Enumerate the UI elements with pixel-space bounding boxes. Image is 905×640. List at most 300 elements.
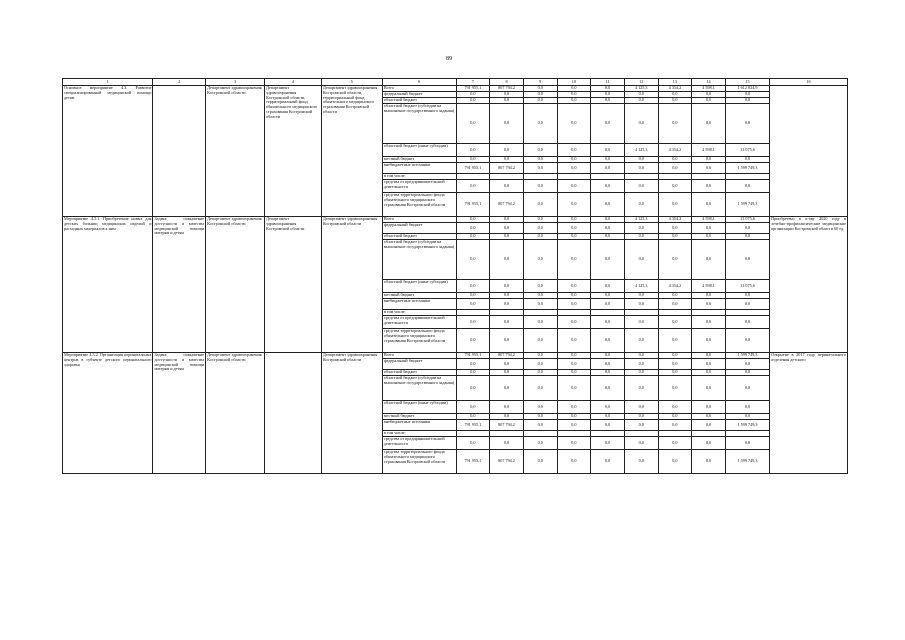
value-cell: 807 794,2 — [490, 163, 524, 174]
value-cell: 0,0 — [725, 329, 769, 353]
header-cell: 4 — [265, 79, 322, 86]
header-cell: 11 — [591, 79, 625, 86]
measure-name-cell: Мероприятие 4.3.1. Приобретение новых для детских больниц медицинских изделий и расходных материалов к ним — [63, 217, 153, 353]
value-cell: 0,0 — [523, 450, 557, 474]
value-cell: 0,0 — [725, 180, 769, 193]
source-cell: средства от предпринимательской деятельности — [382, 437, 456, 450]
header-cell: 7 — [456, 79, 490, 86]
value-cell: 0,0 — [557, 157, 591, 163]
value-cell: 0,0 — [624, 234, 658, 240]
header-cell: 16 — [770, 79, 848, 86]
value-cell: 0,0 — [523, 240, 557, 280]
value-cell: 4 598,1 — [692, 144, 726, 157]
value-cell: 0,0 — [624, 98, 658, 104]
coexecutor-cell: - — [265, 353, 322, 474]
value-cell: 0,0 — [624, 401, 658, 414]
value-cell: 4 598,1 — [692, 280, 726, 293]
value-cell: 0,0 — [624, 376, 658, 401]
value-cell: 0,0 — [658, 437, 692, 450]
value-cell: 791 955,1 — [456, 450, 490, 474]
value-cell: 0,0 — [456, 359, 490, 370]
value-cell: 0,0 — [692, 92, 726, 98]
value-cell: 0,0 — [557, 437, 591, 450]
value-cell: 4 598,1 — [692, 86, 726, 92]
value-cell: 0,0 — [658, 359, 692, 370]
value-cell: 0,0 — [557, 86, 591, 92]
header-cell: 15 — [725, 79, 769, 86]
value-cell: 0,0 — [523, 353, 557, 359]
value-cell: 0,0 — [692, 359, 726, 370]
value-cell: 0,0 — [557, 414, 591, 420]
source-cell: областной бюджет — [382, 98, 456, 104]
value-cell: 791 955,1 — [456, 86, 490, 92]
value-cell: 0,0 — [658, 316, 692, 329]
value-cell: 791 955,1 — [456, 353, 490, 359]
value-cell: 0,0 — [692, 299, 726, 310]
value-cell: 0,0 — [557, 234, 591, 240]
value-cell: 0,0 — [557, 359, 591, 370]
executor-cell: Департамент здравоохранения Костромской области — [206, 217, 265, 353]
value-cell: 1 599 749,3 — [725, 450, 769, 474]
header-cell: 2 — [153, 79, 206, 86]
value-cell: 13 075,6 — [725, 217, 769, 223]
value-cell: 0,0 — [624, 223, 658, 234]
value-cell: 0,0 — [523, 223, 557, 234]
value-cell: 0,0 — [523, 280, 557, 293]
value-cell: 0,0 — [725, 316, 769, 329]
value-cell: 0,0 — [490, 401, 524, 414]
value-cell: 0,0 — [591, 329, 625, 353]
value-cell: 0,0 — [658, 376, 692, 401]
value-cell: 4 125,3 — [624, 280, 658, 293]
value-cell: 0,0 — [725, 414, 769, 420]
value-cell: 0,0 — [456, 240, 490, 280]
value-cell: 0,0 — [624, 316, 658, 329]
value-cell: 0,0 — [490, 316, 524, 329]
value-cell: 0,0 — [692, 316, 726, 329]
value-cell: 0,0 — [591, 193, 625, 217]
value-cell: 0,0 — [591, 92, 625, 98]
value-cell: 0,0 — [490, 144, 524, 157]
recipient-cell: Департамент здравоохранения Костромской области, территориальный фонд обязательного медицинского страхования Костромской области — [321, 86, 382, 217]
value-cell: 0,0 — [456, 223, 490, 234]
header-cell: 10 — [557, 79, 591, 86]
value-cell: 0,0 — [456, 180, 490, 193]
recipient-cell: Департамент здравоохранения Костромской области — [321, 217, 382, 353]
value-cell: 0,0 — [490, 157, 524, 163]
value-cell: 0,0 — [523, 86, 557, 92]
value-cell: 0,0 — [658, 104, 692, 144]
value-cell: 0,0 — [692, 104, 726, 144]
value-cell: 0,0 — [658, 234, 692, 240]
value-cell: 0,0 — [725, 234, 769, 240]
value-cell: 0,0 — [591, 157, 625, 163]
value-cell: 0,0 — [692, 157, 726, 163]
value-cell: 0,0 — [456, 329, 490, 353]
value-cell: 0,0 — [557, 223, 591, 234]
value-cell: 4 354,2 — [658, 144, 692, 157]
value-cell: 0,0 — [523, 144, 557, 157]
value-cell: 4 354,2 — [658, 217, 692, 223]
value-cell: 0,0 — [658, 353, 692, 359]
value-cell: 0,0 — [523, 420, 557, 431]
source-cell: местный бюджет — [382, 293, 456, 299]
value-cell: 4 354,2 — [658, 280, 692, 293]
value-cell: 807 794,2 — [490, 450, 524, 474]
header-cell: 3 — [206, 79, 265, 86]
value-cell: 0,0 — [557, 353, 591, 359]
value-cell: 0,0 — [456, 234, 490, 240]
value-cell: 0,0 — [658, 157, 692, 163]
value-cell: 0,0 — [658, 223, 692, 234]
value-cell: 791 955,1 — [456, 420, 490, 431]
measure-name-cell: Основное мероприятие 4.3. Развитие специализированной медицинской помощи детям — [63, 86, 153, 217]
value-cell: 0,0 — [591, 437, 625, 450]
program-table — [62, 78, 848, 474]
executor-cell: Департамент здравоохранения Костромской области — [206, 86, 265, 217]
value-cell: 0,0 — [692, 376, 726, 401]
value-cell: 0,0 — [591, 280, 625, 293]
value-cell: 0,0 — [490, 104, 524, 144]
source-cell: внебюджетные источники — [382, 163, 456, 174]
value-cell: 0,0 — [692, 98, 726, 104]
value-cell: 0,0 — [624, 180, 658, 193]
source-cell: средства территориального фонда обязательного медицинского страхования Костромской области — [382, 450, 456, 474]
source-cell: местный бюджет — [382, 157, 456, 163]
value-cell: 0,0 — [692, 370, 726, 376]
value-cell: 0,0 — [523, 104, 557, 144]
value-cell: 0,0 — [490, 280, 524, 293]
value-cell: 0,0 — [692, 414, 726, 420]
value-cell: 0,0 — [490, 359, 524, 370]
value-cell: 0,0 — [456, 92, 490, 98]
value-cell: 0,0 — [557, 92, 591, 98]
task-cell: Задача: повышение доступности и качества медицинской помощи матерям и детям — [153, 353, 206, 474]
page-number: 89 — [446, 56, 452, 62]
value-cell: 0,0 — [725, 104, 769, 144]
value-cell: 0,0 — [523, 370, 557, 376]
value-cell: 0,0 — [624, 299, 658, 310]
value-cell: 0,0 — [557, 193, 591, 217]
value-cell: 0,0 — [624, 437, 658, 450]
result-cell — [770, 86, 848, 217]
value-cell: 0,0 — [591, 370, 625, 376]
header-cell: 13 — [658, 79, 692, 86]
value-cell: 0,0 — [456, 144, 490, 157]
value-cell: 0,0 — [591, 240, 625, 280]
value-cell: 0,0 — [624, 450, 658, 474]
value-cell: 0,0 — [591, 353, 625, 359]
value-cell: 807 794,2 — [490, 420, 524, 431]
header-cell: 14 — [692, 79, 726, 86]
value-cell: 0,0 — [591, 180, 625, 193]
task-cell — [153, 86, 206, 217]
source-cell: в том числе: — [382, 174, 456, 180]
value-cell: 0,0 — [692, 353, 726, 359]
value-cell: 1 599 749,3 — [725, 163, 769, 174]
value-cell: 0,0 — [456, 437, 490, 450]
value-cell: 0,0 — [725, 401, 769, 414]
value-cell: 0,0 — [725, 359, 769, 370]
value-cell: 0,0 — [557, 163, 591, 174]
value-cell: 0,0 — [490, 376, 524, 401]
value-cell: 0,0 — [523, 437, 557, 450]
source-cell: средства территориального фонда обязательного медицинского страхования Костромской области — [382, 329, 456, 353]
value-cell: 0,0 — [557, 370, 591, 376]
value-cell: 0,0 — [490, 329, 524, 353]
header-cell: 5 — [321, 79, 382, 86]
source-cell: областной бюджет — [382, 234, 456, 240]
value-cell: 0,0 — [591, 163, 625, 174]
source-cell: местный бюджет — [382, 414, 456, 420]
source-cell: областной бюджет (субсидии на выполнение государственного задания) — [382, 240, 456, 280]
value-cell: 0,0 — [557, 420, 591, 431]
source-cell: областной бюджет (иные субсидии) — [382, 144, 456, 157]
result-cell: Открытие в 2017 году перинатального отделения детского — [770, 353, 848, 474]
value-cell: 0,0 — [692, 234, 726, 240]
source-cell: федеральный бюджет — [382, 92, 456, 98]
value-cell: 0,0 — [523, 401, 557, 414]
source-cell: областной бюджет (иные субсидии) — [382, 280, 456, 293]
value-cell: 0,0 — [658, 293, 692, 299]
value-cell: 0,0 — [658, 163, 692, 174]
value-cell: 0,0 — [490, 223, 524, 234]
value-cell: 0,0 — [725, 92, 769, 98]
value-cell: 0,0 — [456, 376, 490, 401]
value-cell: 0,0 — [523, 157, 557, 163]
value-cell: 0,0 — [692, 329, 726, 353]
value-cell: 0,0 — [591, 414, 625, 420]
value-cell: 0,0 — [557, 329, 591, 353]
source-cell: средства территориального фонда обязательного медицинского страхования Костромской области — [382, 193, 456, 217]
value-cell: 0,0 — [490, 299, 524, 310]
value-cell: 0,0 — [591, 234, 625, 240]
value-cell: 0,0 — [692, 401, 726, 414]
value-cell: 0,0 — [456, 316, 490, 329]
value-cell: 0,0 — [557, 299, 591, 310]
value-cell: 0,0 — [490, 414, 524, 420]
value-cell: 0,0 — [456, 293, 490, 299]
result-cell: Приобретено в к-ову 2020 году в лечебно-профилактические медицинские организации Костромской области 60 ед. — [770, 217, 848, 353]
value-cell: 0,0 — [658, 450, 692, 474]
value-cell: 0,0 — [624, 240, 658, 280]
value-cell: 0,0 — [591, 104, 625, 144]
value-cell: 0,0 — [725, 240, 769, 280]
value-cell: 0,0 — [456, 217, 490, 223]
value-cell: 0,0 — [523, 98, 557, 104]
value-cell: 0,0 — [490, 92, 524, 98]
value-cell: 0,0 — [692, 193, 726, 217]
value-cell: 0,0 — [624, 414, 658, 420]
value-cell: 0,0 — [490, 98, 524, 104]
value-cell: 13 075,6 — [725, 144, 769, 157]
value-cell: 0,0 — [557, 293, 591, 299]
value-cell: 0,0 — [557, 401, 591, 414]
value-cell: 0,0 — [456, 104, 490, 144]
value-cell: 0,0 — [456, 370, 490, 376]
value-cell: 791 955,1 — [456, 193, 490, 217]
value-cell: 0,0 — [692, 450, 726, 474]
source-cell: областной бюджет (иные субсидии) — [382, 401, 456, 414]
value-cell: 0,0 — [557, 280, 591, 293]
source-cell: средства от предпринимательской деятельности — [382, 180, 456, 193]
value-cell: 0,0 — [523, 299, 557, 310]
value-cell: 0,0 — [523, 316, 557, 329]
value-cell: 0,0 — [591, 299, 625, 310]
value-cell: 807 794,2 — [490, 193, 524, 217]
source-cell: внебюджетные источники — [382, 299, 456, 310]
value-cell: 0,0 — [591, 86, 625, 92]
value-cell: 4 354,2 — [658, 86, 692, 92]
value-cell: 0,0 — [658, 420, 692, 431]
value-cell: 0,0 — [456, 280, 490, 293]
value-cell: 0,0 — [692, 437, 726, 450]
source-cell: в том числе: — [382, 310, 456, 316]
source-cell: федеральный бюджет — [382, 223, 456, 234]
value-cell: 0,0 — [658, 370, 692, 376]
value-cell: 0,0 — [490, 437, 524, 450]
value-cell: 0,0 — [658, 193, 692, 217]
value-cell: 0,0 — [490, 240, 524, 280]
value-cell: 0,0 — [725, 157, 769, 163]
value-cell: 0,0 — [591, 293, 625, 299]
value-cell: 0,0 — [456, 401, 490, 414]
value-cell: 0,0 — [591, 316, 625, 329]
value-cell: 0,0 — [591, 450, 625, 474]
value-cell: 0,0 — [523, 193, 557, 217]
value-cell: 0,0 — [658, 92, 692, 98]
value-cell: 0,0 — [523, 217, 557, 223]
value-cell: 0,0 — [658, 180, 692, 193]
value-cell: 0,0 — [557, 104, 591, 144]
value-cell: 0,0 — [658, 240, 692, 280]
value-cell: 4 598,1 — [692, 217, 726, 223]
value-cell: 0,0 — [692, 240, 726, 280]
value-cell: 0,0 — [557, 240, 591, 280]
value-cell: 0,0 — [624, 193, 658, 217]
value-cell: 0,0 — [591, 98, 625, 104]
value-cell: 0,0 — [658, 401, 692, 414]
source-cell: средства от предпринимательской деятельности — [382, 316, 456, 329]
value-cell: 0,0 — [557, 217, 591, 223]
value-cell: 0,0 — [591, 376, 625, 401]
value-cell: 0,0 — [490, 180, 524, 193]
value-cell: 0,0 — [692, 180, 726, 193]
value-cell: 0,0 — [624, 329, 658, 353]
value-cell: 0,0 — [456, 414, 490, 420]
source-cell: федеральный бюджет — [382, 359, 456, 370]
value-cell: 0,0 — [692, 420, 726, 431]
source-cell: областной бюджет (субсидии на выполнение государственного задания) — [382, 104, 456, 144]
value-cell: 0,0 — [490, 234, 524, 240]
header-cell: 8 — [490, 79, 524, 86]
value-cell: 0,0 — [591, 217, 625, 223]
value-cell: 0,0 — [624, 104, 658, 144]
coexecutor-cell: Департамент здравоохранения Костромской области — [265, 217, 322, 353]
header-cell: 9 — [523, 79, 557, 86]
value-cell: 0,0 — [624, 353, 658, 359]
executor-cell: Департамент здравоохранения Костромской области — [206, 353, 265, 474]
value-cell: 0,0 — [624, 157, 658, 163]
value-cell: 791 955,1 — [456, 163, 490, 174]
source-cell: в том числе: — [382, 431, 456, 437]
value-cell: 1 599 749,3 — [725, 353, 769, 359]
value-cell: 0,0 — [725, 370, 769, 376]
value-cell: 0,0 — [591, 420, 625, 431]
value-cell: 0,0 — [725, 223, 769, 234]
value-cell: 0,0 — [591, 401, 625, 414]
value-cell: 0,0 — [557, 316, 591, 329]
value-cell: 0,0 — [456, 157, 490, 163]
value-cell: 0,0 — [557, 98, 591, 104]
value-cell: 0,0 — [557, 376, 591, 401]
source-cell: Всего — [382, 86, 456, 92]
value-cell: 0,0 — [624, 420, 658, 431]
value-cell: 0,0 — [591, 359, 625, 370]
value-cell: 1 599 749,3 — [725, 193, 769, 217]
value-cell: 0,0 — [658, 329, 692, 353]
value-cell: 0,0 — [725, 299, 769, 310]
value-cell: 1 612 824,9 — [725, 86, 769, 92]
measure-name-cell: Мероприятие 4.3.2. Организация перинатальных центров в субъекте детского перинатального здоровья — [63, 353, 153, 474]
value-cell: 0,0 — [490, 217, 524, 223]
value-cell: 0,0 — [725, 437, 769, 450]
source-cell: областной бюджет (субсидии на выполнение государственного задания) — [382, 376, 456, 401]
value-cell: 0,0 — [523, 414, 557, 420]
value-cell: 0,0 — [557, 180, 591, 193]
value-cell: 1 599 749,3 — [725, 420, 769, 431]
value-cell: 0,0 — [692, 163, 726, 174]
value-cell: 0,0 — [692, 223, 726, 234]
value-cell: 0,0 — [624, 163, 658, 174]
header-row — [63, 79, 848, 86]
value-cell: 0,0 — [591, 223, 625, 234]
header-cell: 6 — [382, 79, 456, 86]
value-cell: 0,0 — [725, 376, 769, 401]
value-cell: 0,0 — [725, 98, 769, 104]
value-cell: 0,0 — [658, 414, 692, 420]
header-cell: 1 — [63, 79, 153, 86]
value-cell: 0,0 — [456, 299, 490, 310]
source-cell: Всего — [382, 217, 456, 223]
value-cell: 0,0 — [658, 98, 692, 104]
value-cell: 13 075,6 — [725, 280, 769, 293]
value-cell: 0,0 — [523, 359, 557, 370]
value-cell: 0,0 — [523, 376, 557, 401]
value-cell: 0,0 — [725, 293, 769, 299]
value-cell: 0,0 — [523, 180, 557, 193]
value-cell: 0,0 — [692, 293, 726, 299]
value-cell: 0,0 — [624, 92, 658, 98]
value-cell: 4 125,3 — [624, 144, 658, 157]
value-cell: 0,0 — [523, 163, 557, 174]
value-cell: 0,0 — [557, 144, 591, 157]
value-cell: 0,0 — [523, 92, 557, 98]
value-cell: 0,0 — [624, 370, 658, 376]
value-cell: 4 125,3 — [624, 217, 658, 223]
source-cell: внебюджетные источники — [382, 420, 456, 431]
value-cell: 0,0 — [658, 299, 692, 310]
value-cell: 0,0 — [456, 98, 490, 104]
source-cell: областной бюджет — [382, 370, 456, 376]
header-cell: 12 — [624, 79, 658, 86]
value-cell: 0,0 — [557, 450, 591, 474]
recipient-cell: Департамент здравоохранения Костромской области — [321, 353, 382, 474]
value-cell: 0,0 — [490, 370, 524, 376]
value-cell: 0,0 — [624, 293, 658, 299]
value-cell: 4 125,3 — [624, 86, 658, 92]
value-cell: 807 794,2 — [490, 86, 524, 92]
